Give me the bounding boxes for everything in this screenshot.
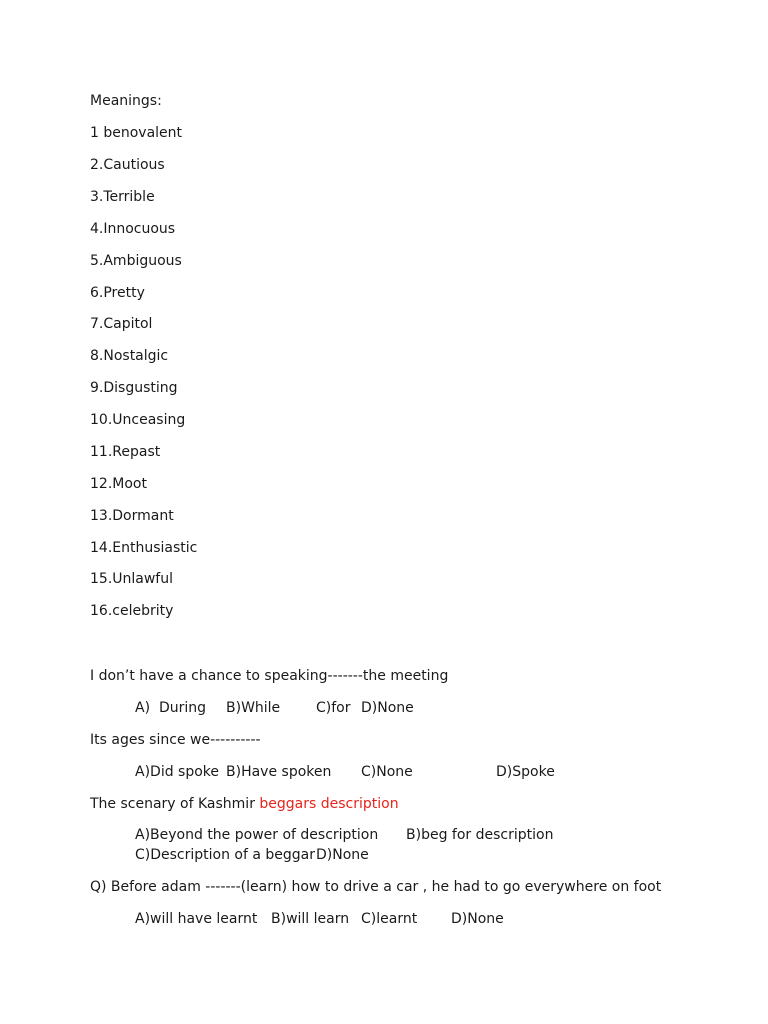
option-c: C)Description of a beggar <box>135 847 316 863</box>
option-c: C)None <box>361 764 413 780</box>
question-text: Q) Before adam -------(learn) how to drive a car , he had to go everywhere on foot <box>90 879 662 895</box>
question-text <box>90 795 399 813</box>
meaning-item: 2.Cautious <box>90 157 165 173</box>
option-b: B)While <box>226 700 281 716</box>
option-b: B)will learn <box>271 911 350 927</box>
meanings-heading: Meanings: <box>90 93 162 109</box>
meaning-item: 8.Nostalgic <box>90 348 169 364</box>
meaning-item: 12.Moot <box>90 476 147 492</box>
option-a: A)Beyond the power of description <box>135 827 379 843</box>
option-a: A) During <box>135 700 206 716</box>
meaning-item: 3.Terrible <box>90 189 155 205</box>
meaning-item: 4.Innocuous <box>90 221 176 237</box>
option-c: C)for <box>316 700 351 716</box>
meaning-item: 11.Repast <box>90 444 161 460</box>
option-a: A)will have learnt <box>135 911 258 927</box>
question-text: Its ages since we---------- <box>90 732 261 748</box>
meaning-item: 9.Disgusting <box>90 380 178 396</box>
meaning-item: 1 benovalent <box>90 125 183 141</box>
option-d: D)Spoke <box>496 764 555 780</box>
option-c: C)learnt <box>361 911 418 927</box>
meaning-item: 16.celebrity <box>90 603 174 619</box>
question-text-plain: The scenary of Kashmir <box>90 796 260 812</box>
meaning-item: 6.Pretty <box>90 285 145 301</box>
option-d: D)None <box>361 700 414 716</box>
question-text-highlight: beggars description <box>259 796 399 812</box>
meaning-item: 14.Enthusiastic <box>90 540 198 556</box>
option-d: D)None <box>316 847 369 863</box>
meaning-item: 5.Ambiguous <box>90 253 182 269</box>
option-d: D)None <box>451 911 504 927</box>
meaning-item: 10.Unceasing <box>90 412 186 428</box>
question-text: I don’t have a chance to speaking-------the meeting <box>90 668 449 684</box>
option-b: B)beg for description <box>406 827 554 843</box>
option-a: A)Did spoke <box>135 764 220 780</box>
option-b: B)Have spoken <box>226 764 332 780</box>
meaning-item: 15.Unlawful <box>90 571 173 587</box>
meaning-item: 13.Dormant <box>90 508 174 524</box>
meaning-item: 7.Capitol <box>90 316 153 332</box>
